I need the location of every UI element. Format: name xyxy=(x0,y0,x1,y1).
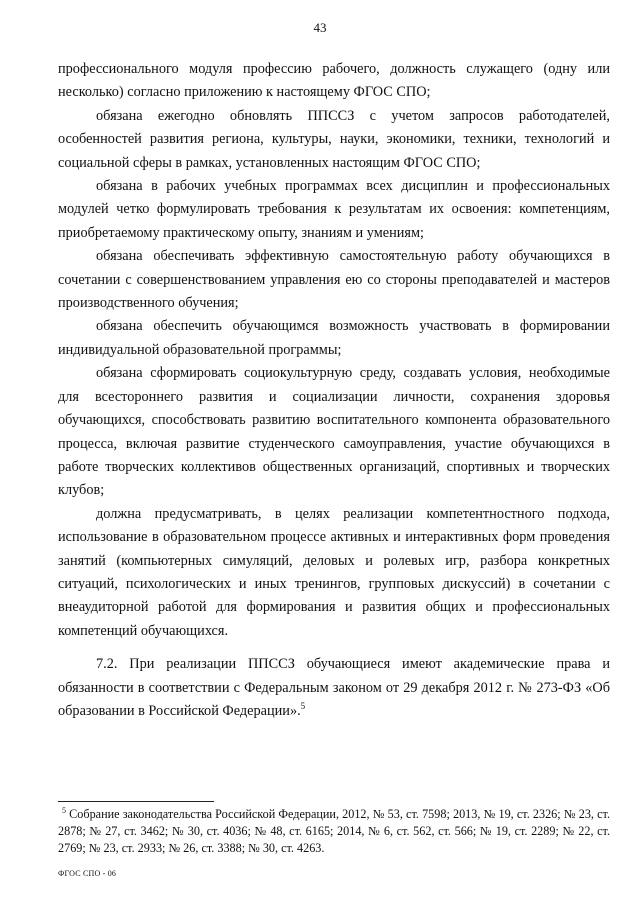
footnote-marker: 5 xyxy=(62,805,66,815)
section-7-2 xyxy=(58,653,610,723)
paragraph-3: обязана в рабочих учебных программах всех дисциплин и профессиональных модулей четко формулировать требования к результатам их освоения: компетенциям, приобретаемому практическому опыту, знаниям и умениям; xyxy=(58,178,610,241)
footnote-reference[interactable]: 5 xyxy=(300,701,306,712)
paragraph-1: профессионального модуля профессию рабочего, должность служащего (одну или несколько) согласно приложению к настоящему ФГОС СПО; xyxy=(58,61,610,101)
document-body xyxy=(58,58,610,723)
page-number: 43 xyxy=(313,20,327,35)
footnote-text: Собрание законодательства Российской Федерации, 2012, № 53, ст. 7598; 2013, № 19, ст. 2326; № 23, ст. 2878; № 27, ст. 3462; № 30, ст. 4036; № 48, ст. 6165; 2014, № 6, ст. 562, ст. 566; № 19, ст. 2289; № 22, ст. 2769; № 23, ст. 2933; № 26, ст. 3388; № 30, ст. 4263. xyxy=(58,807,610,855)
footer-label: ФГОС СПО - 06 xyxy=(58,869,117,878)
paragraph-6: обязана сформировать социокультурную среду, создавать условия, необходимые для всестороннего развития и социализации личности, сохранения здоровья обучающихся, способствовать развитию воспитательного компонента образовательного процесса, включая развитие студенческого самоуправления, участие обучающихся в работе творческих коллективов общественных организаций, спортивных и творческих клубов; xyxy=(58,365,610,499)
paragraph-4: обязана обеспечивать эффективную самостоятельную работу обучающихся в сочетании с совершенствованием управления ею со стороны преподавателей и мастеров производственного обучения; xyxy=(58,248,610,312)
footnote-separator xyxy=(58,801,214,802)
paragraph-7: должна предусматривать, в целях реализации компетентностного подхода, использование в образовательном процессе активных и интерактивных форм проведения занятий (компьютерных симуляций, деловых и ролевых игр, разбора конкретных ситуаций, психологических и иных тренингов, групповых дискуссий) в сочетании с внеаудиторной работой для формирования и развития общих и профессиональных компетенций обучающихся. xyxy=(58,505,610,639)
paragraph-2: обязана ежегодно обновлять ППССЗ с учетом запросов работодателей, особенностей развития региона, культуры, науки, экономики, техники, технологий и социальной сферы в рамках, установленных настоящим ФГОС СПО; xyxy=(58,107,610,171)
paragraph-5: обязана обеспечить обучающимся возможность участвовать в формировании индивидуальной образовательной программы; xyxy=(58,318,610,358)
section-7-2-text: 7.2. При реализации ППССЗ обучающиеся имеют академические права и обязанности в соответствии с Федеральным законом от 29 декабря 2012 г. № 273-ФЗ «Об образовании в Российской Федерации». xyxy=(58,656,610,719)
footnote xyxy=(58,806,610,857)
